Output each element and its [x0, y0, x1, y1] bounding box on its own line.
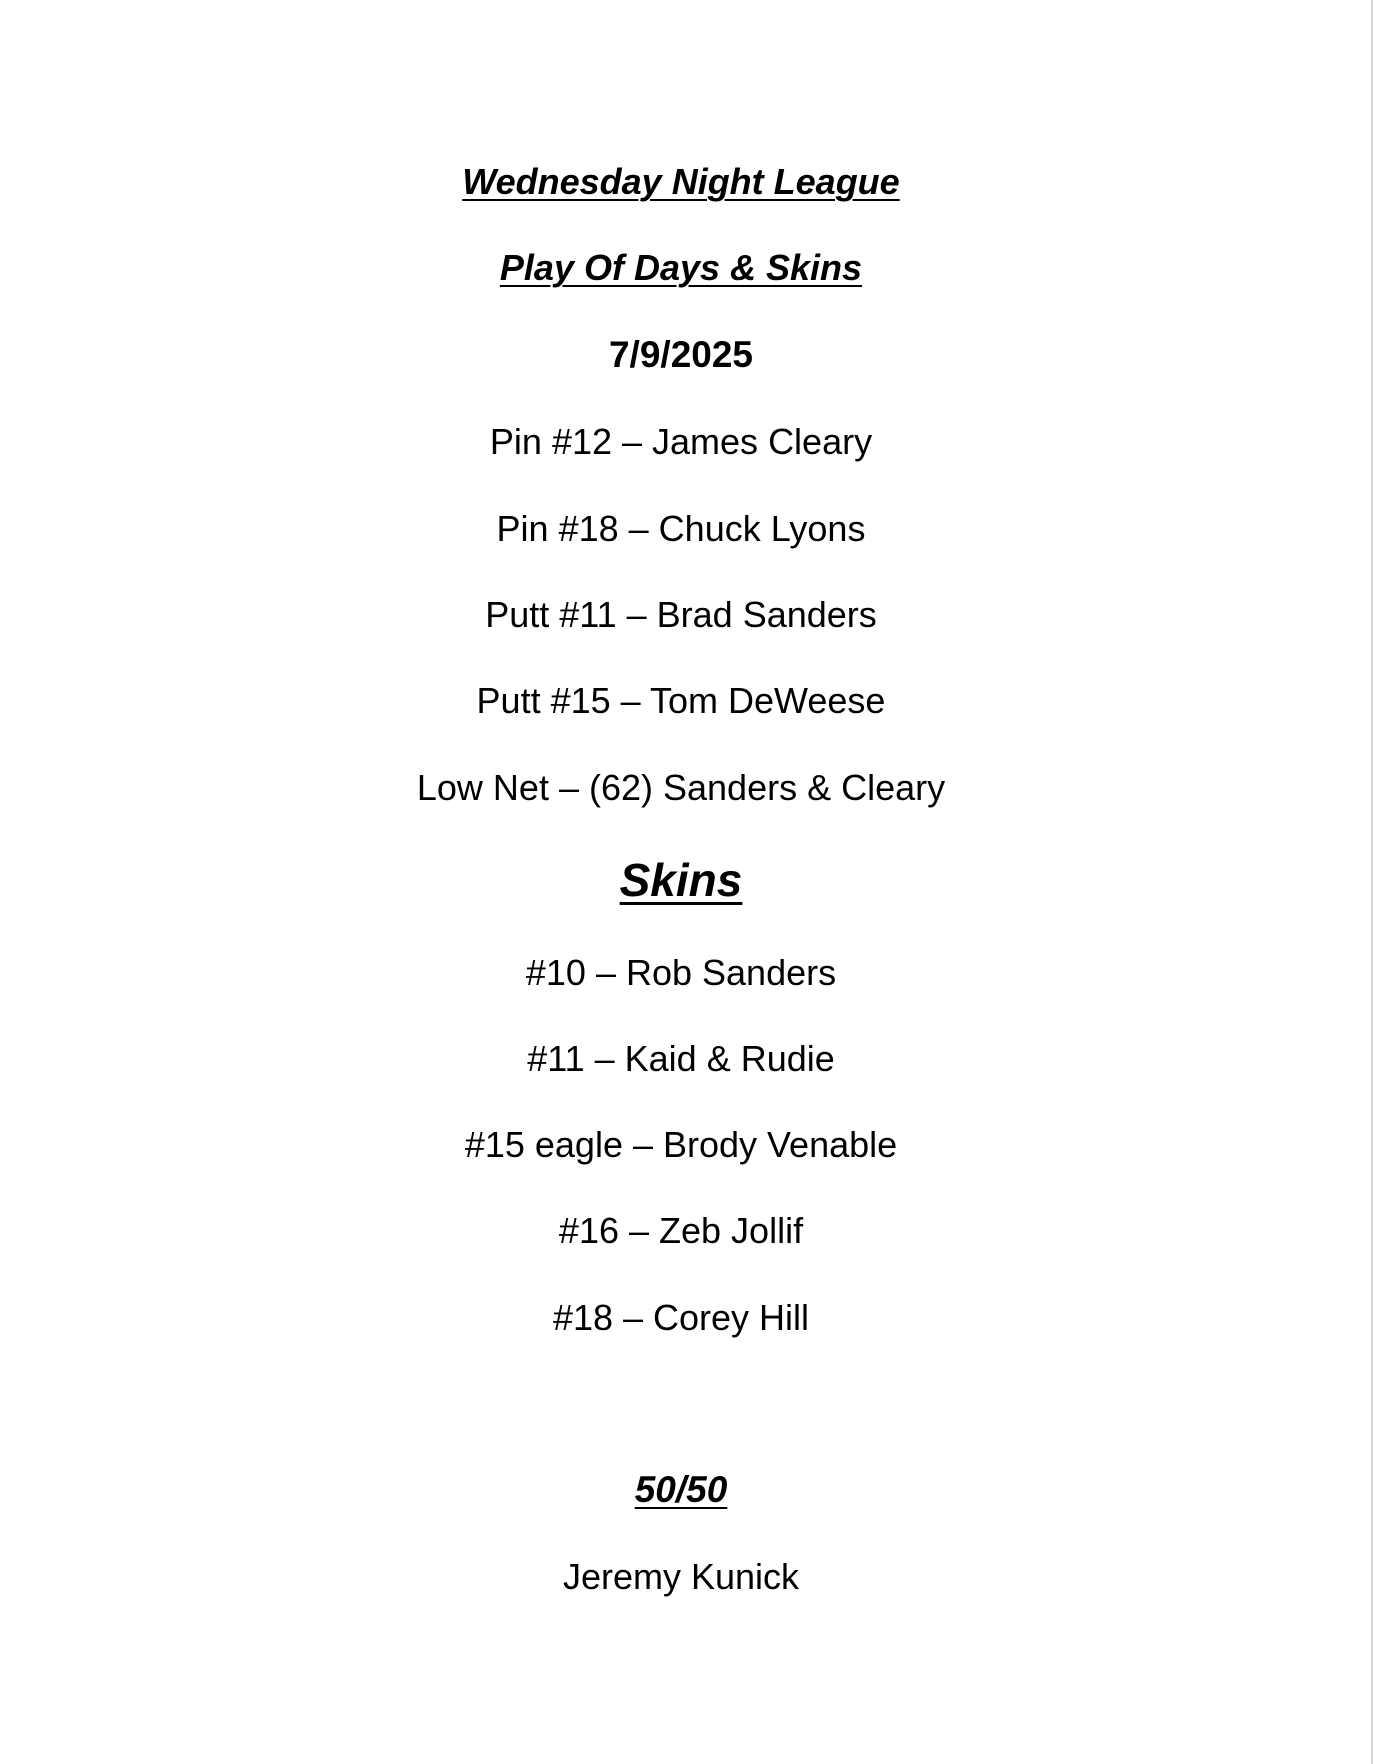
skins-item: #18 – Corey Hill	[552, 1297, 810, 1338]
skins-heading: Skins	[619, 854, 743, 906]
league-title: Wednesday Night League	[462, 161, 900, 202]
event-date: 7/9/2025	[608, 334, 754, 375]
play-of-day-item: Pin #12 – James Cleary	[489, 421, 873, 462]
play-of-day-item: Putt #15 – Tom DeWeese	[476, 680, 886, 721]
play-of-day-item: Pin #18 – Chuck Lyons	[496, 508, 866, 549]
play-of-day-item: Putt #11 – Brad Sanders	[485, 594, 877, 635]
document-subtitle: Play Of Days & Skins	[499, 247, 863, 288]
skins-item: #15 eagle – Brody Venable	[464, 1124, 898, 1165]
skins-item: #10 – Rob Sanders	[525, 952, 837, 993]
play-of-day-item: Low Net – (62) Sanders & Cleary	[416, 767, 946, 808]
page-edge-divider	[1371, 0, 1373, 1764]
skins-item: #11 – Kaid & Rudie	[527, 1038, 835, 1079]
fifty-fifty-winner: Jeremy Kunick	[562, 1556, 800, 1597]
fifty-fifty-heading: 50/50	[634, 1469, 728, 1510]
skins-item: #16 – Zeb Jollif	[558, 1210, 804, 1251]
